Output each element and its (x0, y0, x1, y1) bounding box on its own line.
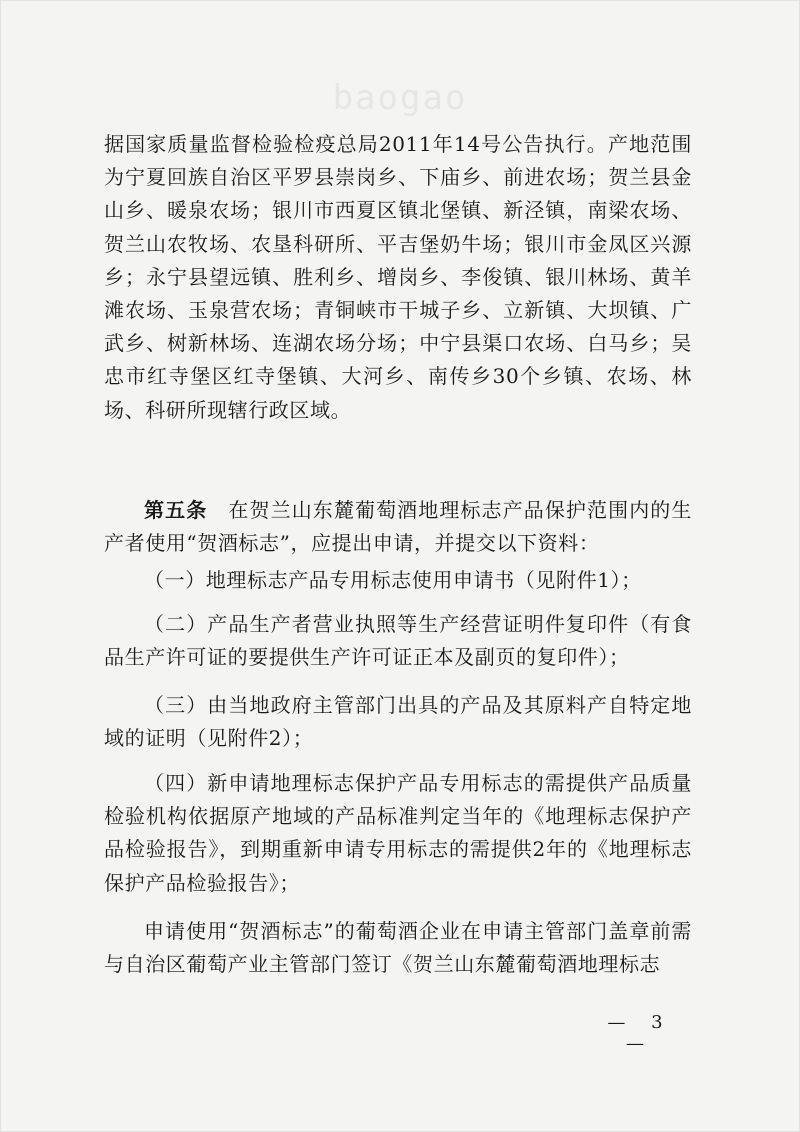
article-number: 第五条 (144, 498, 208, 522)
document-body (104, 128, 692, 985)
page-number: — 3 — (607, 1012, 673, 1054)
list-item-one: （一）地理标志产品专用标志使用申请书（见附件1）； (144, 568, 642, 592)
list-item-four: （四）新申请地理标志保护产品专用标志的需提供产品质量检验机构依据原产地域的产品标准判定当年的《地理标志保护产品检验报告》，到期重新申请专用标志的需提供2年的《地理标志保护产品检验报告》； (104, 771, 692, 895)
list-item-two: （二）产品生产者营业执照等生产经营证明件复印件（有食品生产许可证的要提供生产许可证正本及副页的复印件）； (104, 612, 692, 670)
paragraph-production-area: 据国家质量监督检验检疫总局2011年14号公告执行。产地范围为宁夏回族自治区平罗县崇岗乡、下庙乡、前进农场；贺兰县金山乡、暖泉农场；银川市西夏区镇北堡镇、新泾镇，南梁农场、贺兰山农牧场、农垦科研所、平吉堡奶牛场；银川市金凤区兴源乡；永宁县望远镇、胜利乡、增岗乡、李俊镇、银川林场、黄羊滩农场、玉泉营农场；青铜峡市干城子乡、立新镇、大坝镇、广武乡、树新林场、连湖农场分场；中宁县渠口农场、白马乡；吴忠市红寺堡区红寺堡镇、大河乡、南传乡30个乡镇、农场、林场、科研所现辖行政区域。 (104, 132, 692, 422)
list-item-three: （三）由当地政府主管部门出具的产品及其原料产自特定地域的证明（见附件2）； (104, 693, 692, 751)
paragraph-agreement: 申请使用“贺酒标志”的葡萄酒企业在申请主管部门盖章前需与自治区葡萄产业主管部门签订《贺兰山东麓葡萄酒地理标志 (104, 919, 692, 977)
watermark: baogao (332, 78, 468, 118)
article-five-text: 在贺兰山东麓葡萄酒地理标志产品保护范围内的生产者使用“贺酒标志”，应提出申请，并提交以下资料： (104, 498, 693, 556)
paragraph-article-five (104, 494, 692, 564)
